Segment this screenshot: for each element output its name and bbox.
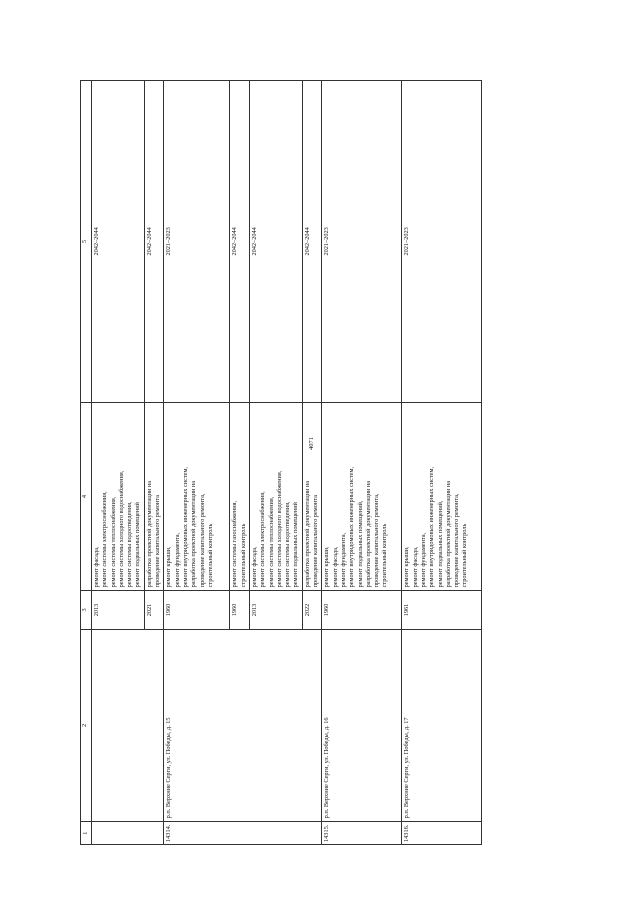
works-cell (249, 402, 302, 591)
work-item: ремонт системы холодного водоснабжения, (275, 470, 283, 588)
page-number: 4071 (308, 437, 315, 450)
work-item: разработка проектной документации на (303, 480, 311, 588)
repair-schedule-table (80, 80, 482, 845)
rotated-page (80, 80, 588, 845)
work-item: проведение капитального ремонта (154, 495, 162, 588)
year-cell: 2013 (92, 591, 145, 629)
works-cell (144, 402, 164, 591)
works-cell (230, 402, 250, 591)
work-item: ремонт системы электроснабжения, (101, 491, 109, 588)
work-item: ремонт фундамента, (173, 532, 181, 588)
table-row (322, 81, 402, 845)
works-cell (92, 402, 145, 591)
column-header-1: 1 (81, 822, 92, 845)
work-item: ремонт фасада, (331, 546, 339, 588)
work-item: ремонт подвальных помещений, (356, 500, 364, 588)
work-item: ремонт крыши, (165, 546, 173, 588)
work-item: ремонт фундамента, (419, 532, 427, 588)
work-item: разработка проектной документации на (145, 480, 153, 588)
work-item: строительный контроль (206, 523, 214, 588)
row-number: 14314. (164, 822, 322, 845)
period-cell: 2042–2044 (92, 81, 145, 403)
work-item: ремонт системы водоотведения, (126, 501, 134, 588)
year-cell: 2013 (249, 591, 302, 629)
year-cell: 1960 (322, 591, 402, 629)
work-item: ремонт системы теплоснабжения, (109, 496, 117, 588)
row-number: 14315. (322, 822, 402, 845)
column-header-5: 5 (81, 81, 92, 403)
period-cell: 2042–2044 (144, 81, 164, 403)
table-row (164, 81, 230, 845)
work-item: строительный контроль (239, 523, 247, 588)
work-item: ремонт внутридомовых инженерных систем, (348, 466, 356, 588)
work-item: проведение капитального ремонта, (198, 493, 206, 588)
work-item: ремонт подвальных помещений (134, 502, 142, 588)
header-row (81, 81, 92, 845)
table-body (92, 81, 482, 845)
period-cell: 2042–2044 (230, 81, 250, 403)
period-cell: 2021–2023 (402, 81, 482, 403)
work-item: ремонт системы газоснабжения, (231, 500, 239, 588)
period-cell: 2042–2044 (249, 81, 302, 403)
work-item: ремонт фундамента, (339, 532, 347, 588)
work-item: ремонт системы электроснабжения, (259, 491, 267, 588)
row-number (92, 822, 164, 845)
works-cell (164, 402, 230, 591)
column-header-2: 2 (81, 629, 92, 822)
period-cell: 2042–2044 (302, 81, 322, 403)
address-cell: р.п. Верхние Серги, ул. Победы, д. 17 (402, 629, 482, 822)
row-number: 14316. (402, 822, 482, 845)
work-item: проведение капитального ремонта, (373, 493, 381, 588)
column-header-3: 3 (81, 591, 92, 629)
work-item: ремонт фасада, (411, 546, 419, 588)
work-item: проведение капитального ремонта, (453, 493, 461, 588)
year-cell: 1960 (164, 591, 230, 629)
year-cell: 1960 (230, 591, 250, 629)
period-cell: 2021–2023 (322, 81, 402, 403)
table-row (402, 81, 482, 845)
works-cell (322, 402, 402, 591)
work-item: ремонт крыши, (323, 546, 331, 588)
work-item: строительный контроль (461, 523, 469, 588)
works-cell (302, 402, 322, 591)
work-item: ремонт системы теплоснабжения, (267, 496, 275, 588)
year-cell: 2021 (144, 591, 164, 629)
address-cell: р.п. Верхние Серги, ул. Победы, д. 16 (322, 629, 402, 822)
work-item: ремонт фасада, (250, 546, 258, 588)
work-item: ремонт крыши, (403, 546, 411, 588)
work-item: ремонт фасада, (93, 546, 100, 588)
table-row (92, 81, 145, 845)
work-item: ремонт подвальных помещений (292, 502, 300, 588)
work-item: строительный контроль (381, 523, 389, 588)
address-cell: р.п. Верхние Серги, ул. Победы, д. 15 (164, 629, 322, 822)
period-cell: 2021–2023 (164, 81, 230, 403)
column-header-4: 4 (81, 402, 92, 591)
work-item: разработка проектной документации на (444, 480, 452, 588)
work-item: ремонт системы водоотведения, (284, 501, 292, 588)
year-cell: 2022 (302, 591, 322, 629)
work-item: разработка проектной документации на (364, 480, 372, 588)
work-item: разработка проектной документации на (190, 480, 198, 588)
work-item: ремонт внутридомовых инженерных систем, (181, 466, 189, 588)
work-item: проведение капитального ремонта (312, 495, 320, 588)
year-cell: 1961 (402, 591, 482, 629)
works-cell (402, 402, 482, 591)
work-item: ремонт внутридомовых инженерных систем, (428, 466, 436, 588)
work-item: ремонт системы холодного водоснабжения, (117, 470, 125, 588)
work-item: ремонт подвальных помещений, (436, 500, 444, 588)
address-cell (92, 629, 164, 822)
